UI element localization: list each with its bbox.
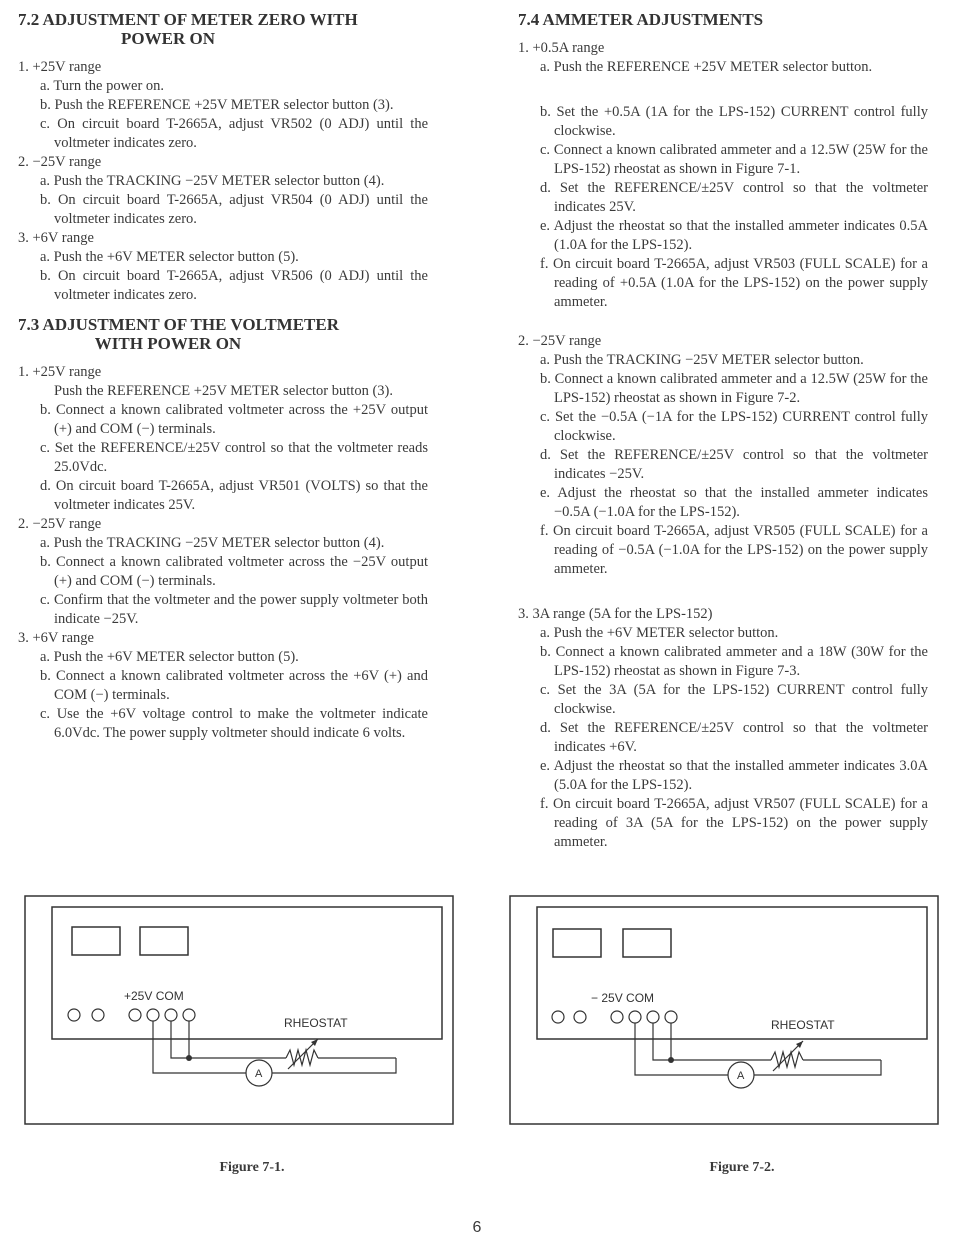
- wire: [635, 1023, 728, 1075]
- meter-window: [72, 927, 120, 955]
- list-subitem: c. Confirm that the voltmeter and the power supply voltmeter both indicate −25V.: [40, 592, 428, 627]
- list-item: 1. +25V range: [18, 59, 102, 75]
- list-subitem: b. Connect a known calibrated ammeter and a 18W (30W for the LPS-152) rheostat as shown in Figure 7-3.: [540, 644, 928, 679]
- list-subitem: d. Set the REFERENCE/±25V control so that the voltmeter indicates 25V.: [540, 180, 928, 215]
- terminal-circle: [611, 1011, 623, 1023]
- list-subitem: a. Push the +6V METER selector button (5).: [40, 649, 299, 665]
- terminal-circle: [129, 1009, 141, 1021]
- list-subitem: f. On circuit board T-2665A, adjust VR503 (FULL SCALE) for a reading of +0.5A (1.0A for the LPS-152) on the power supply ammeter.: [540, 256, 928, 310]
- heading-line-2: POWER ON: [121, 29, 215, 48]
- terminal-circle: [92, 1009, 104, 1021]
- heading-line-1: 7.3 ADJUSTMENT OF THE VOLTMETER: [18, 315, 340, 334]
- terminal-label: +25V COM: [124, 989, 184, 1003]
- wire: [653, 1023, 671, 1060]
- terminal-circle: [147, 1009, 159, 1021]
- list-subitem: d. Set the REFERENCE/±25V control so that the voltmeter indicates −25V.: [540, 447, 928, 482]
- figure-7-2-diagram: [509, 895, 939, 1125]
- terminal-circle: [183, 1009, 195, 1021]
- list-item: 2. −25V range: [518, 333, 602, 349]
- list-item: 3. +6V range: [18, 230, 94, 246]
- wire: [754, 1060, 881, 1075]
- terminal-circle: [552, 1011, 564, 1023]
- list-subitem: c. Use the +6V voltage control to make the voltmeter indicate 6.0Vdc. The power supply voltmeter should indicate 6 volts.: [40, 706, 428, 741]
- list-subitem: c. Set the REFERENCE/±25V control so that the voltmeter reads 25.0Vdc.: [40, 440, 428, 475]
- list-subitem: a. Push the TRACKING −25V METER selector button.: [540, 352, 864, 368]
- list-subitem: e. Adjust the rheostat so that the installed ammeter indicates −0.5A (−1.0A for the LPS-152).: [540, 485, 928, 520]
- list-item: 3. 3A range (5A for the LPS-152): [518, 606, 713, 622]
- figure-7-2: [509, 895, 939, 1125]
- terminal-circle: [574, 1011, 586, 1023]
- list-subitem: b. On circuit board T-2665A, adjust VR506 (0 ADJ) until the voltmeter indicates zero.: [40, 268, 428, 303]
- terminal-circle: [68, 1009, 80, 1021]
- list-subitem: b. Connect a known calibrated voltmeter across the +25V output (+) and COM (−) terminals.: [40, 402, 428, 437]
- list-subitem: a. Push the +6V METER selector button (5).: [40, 249, 299, 265]
- meter-window: [553, 929, 601, 957]
- wire: [153, 1021, 246, 1073]
- list-subitem: f. On circuit board T-2665A, adjust VR507 (FULL SCALE) for a reading of 3A (5A for the LPS-152) on the power supply ammeter.: [540, 796, 928, 850]
- rheostat-symbol: [286, 1050, 318, 1065]
- meter-window: [140, 927, 188, 955]
- rheostat-symbol: [771, 1052, 803, 1067]
- terminal-label: − 25V COM: [591, 991, 655, 1005]
- terminal-circle: [165, 1009, 177, 1021]
- list-subitem: b. Connect a known calibrated ammeter and a 12.5W (25W for the LPS-152) rheostat as shown in Figure 7-2.: [540, 371, 928, 406]
- list-subitem: f. On circuit board T-2665A, adjust VR505 (FULL SCALE) for a reading of −0.5A (−1.0A for the LPS-152) on the power supply ammeter.: [540, 523, 928, 577]
- list-subitem: b. Set the +0.5A (1A for the LPS-152) CURRENT control fully clockwise.: [540, 104, 928, 139]
- page-number: 6: [472, 1219, 482, 1236]
- list-subitem: c. Set the 3A (5A for the LPS-152) CURRENT control fully clockwise.: [540, 682, 928, 717]
- list-subitem: e. Adjust the rheostat so that the installed ammeter indicates 3.0A (5.0A for the LPS-152).: [540, 758, 928, 793]
- ammeter-label: A: [255, 1068, 263, 1080]
- list-subitem: a. Push the REFERENCE +25V METER selector button.: [540, 59, 873, 75]
- list-subitem: b. Connect a known calibrated voltmeter across the +6V (+) and COM (−) terminals.: [40, 668, 428, 703]
- list-subitem: c. Set the −0.5A (−1A for the LPS-152) CURRENT control fully clockwise.: [540, 409, 928, 444]
- junction-dot: [668, 1057, 674, 1063]
- heading-line-2: WITH POWER ON: [94, 334, 242, 353]
- list-subitem: b. On circuit board T-2665A, adjust VR504 (0 ADJ) until the voltmeter indicates zero.: [40, 192, 428, 227]
- list-subitem: c. Connect a known calibrated ammeter and a 12.5W (25W for the LPS-152) rheostat as shown in Figure 7-1.: [540, 142, 928, 177]
- terminal-circle: [665, 1011, 677, 1023]
- list-item: 2. −25V range: [18, 154, 102, 170]
- junction-dot: [186, 1055, 192, 1061]
- list-item: 1. +25V range: [18, 364, 102, 380]
- list-subitem: c. On circuit board T-2665A, adjust VR502 (0 ADJ) until the voltmeter indicates zero.: [40, 116, 428, 151]
- section-7-4-heading: 7.4 AMMETER ADJUSTMENTS: [518, 10, 764, 29]
- left-column: [18, 10, 428, 743]
- right-column: [518, 10, 928, 852]
- list-subitem: d. On circuit board T-2665A, adjust VR501 (VOLTS) so that the voltmeter indicates 25V.: [40, 478, 428, 513]
- figure-7-2-caption: Figure 7-2.: [709, 1160, 775, 1175]
- list-item: 1. +0.5A range: [518, 40, 605, 56]
- rheostat-label: RHEOSTAT: [771, 1018, 835, 1032]
- list-subitem: b. Connect a known calibrated voltmeter across the −25V output (+) and COM (−) terminals.: [40, 554, 428, 589]
- list-subitem: a. Push the +6V METER selector button.: [540, 625, 779, 641]
- list-item: 3. +6V range: [18, 630, 94, 646]
- list-subitem: Push the REFERENCE +25V METER selector button (3).: [54, 383, 393, 399]
- power-supply-panel: [537, 907, 927, 1039]
- figure-7-1: [24, 895, 454, 1125]
- list-item: 2. −25V range: [18, 516, 102, 532]
- list-subitem: e. Adjust the rheostat so that the installed ammeter indicates 0.5A (1.0A for the LPS-152).: [540, 218, 928, 253]
- ammeter-label: A: [737, 1070, 745, 1082]
- figure-7-1-diagram: [24, 895, 454, 1125]
- terminal-circle: [647, 1011, 659, 1023]
- list-subitem: a. Push the TRACKING −25V METER selector button (4).: [40, 535, 385, 551]
- meter-window: [623, 929, 671, 957]
- section-7-2-heading: [18, 10, 428, 48]
- wire: [272, 1058, 396, 1073]
- list-subitem: a. Turn the power on.: [40, 78, 165, 94]
- list-subitem: a. Push the TRACKING −25V METER selector button (4).: [40, 173, 385, 189]
- list-subitem: b. Push the REFERENCE +25V METER selector button (3).: [40, 97, 394, 113]
- list-subitem: d. Set the REFERENCE/±25V control so that the voltmeter indicates +6V.: [540, 720, 928, 755]
- figure-7-1-caption: Figure 7-1.: [219, 1160, 285, 1175]
- heading-line-1: 7.2 ADJUSTMENT OF METER ZERO WITH: [18, 10, 358, 29]
- terminal-circle: [629, 1011, 641, 1023]
- rheostat-label: RHEOSTAT: [284, 1016, 348, 1030]
- section-7-3-heading: [18, 315, 428, 353]
